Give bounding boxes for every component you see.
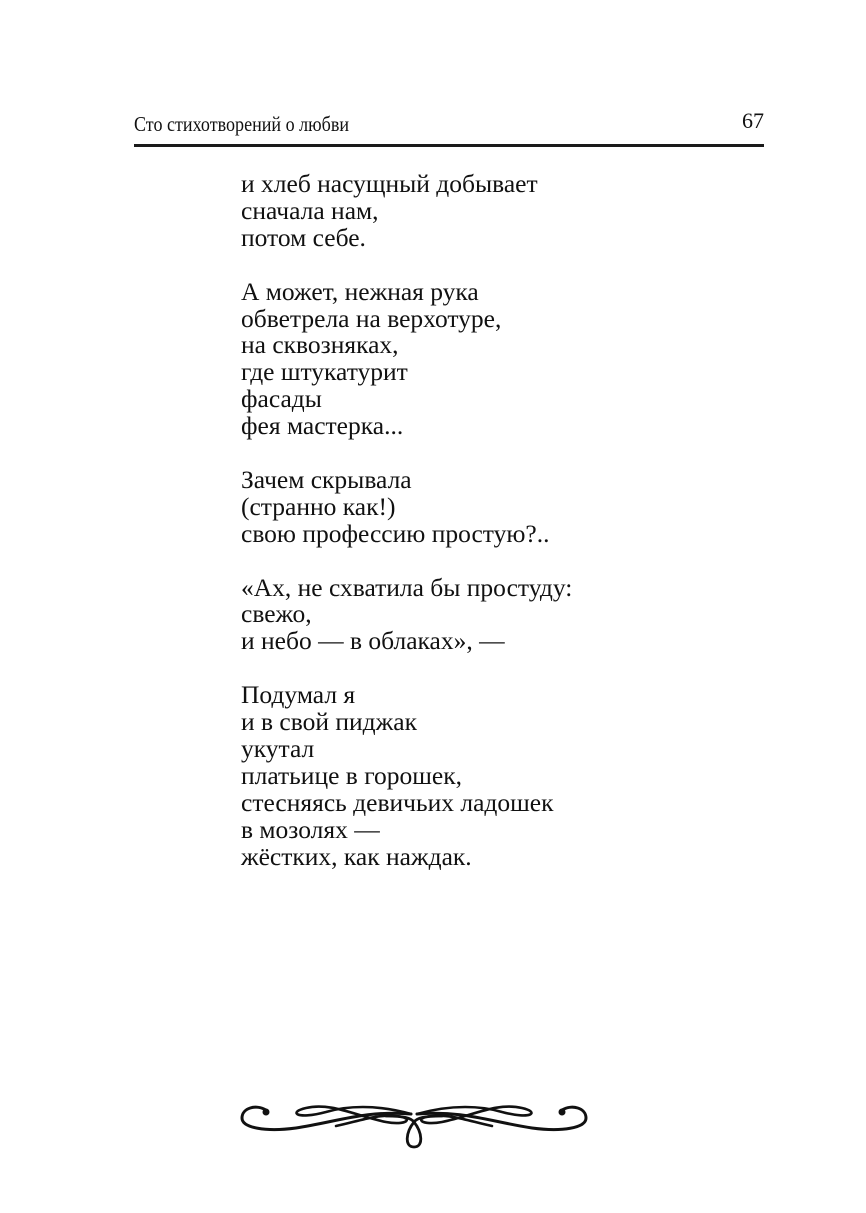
poem-line: А может, нежная рука [241, 276, 479, 306]
poem-line: «Ах, не схватила бы простуду: [241, 572, 573, 602]
stanza [241, 464, 572, 548]
stanza [241, 572, 573, 656]
poem-line: свежо, [241, 599, 312, 629]
poem-line: платьице в горошек, [241, 760, 462, 790]
poem-line: сначала нам, [241, 195, 379, 225]
page-header [134, 104, 764, 144]
stanza [241, 276, 572, 441]
poem-line: где штукатурит [241, 357, 408, 387]
running-title: Сто стихотворений о любви [134, 112, 350, 136]
flourish-divider-icon [236, 1092, 592, 1152]
stanza [241, 171, 572, 252]
poem-line: стесняясь девичьих ладошек [241, 787, 554, 817]
page-number: 67 [742, 108, 764, 133]
poem-line: на сквозняках, [241, 330, 399, 360]
poem-line: и небо — в облаках», — [241, 626, 505, 656]
poem-line: свою профессию простую?.. [241, 518, 550, 548]
poem-line: и в свой пиджак [241, 707, 417, 737]
poem-line: укутал [241, 733, 315, 763]
poem-line: фасады [241, 384, 322, 414]
poem-line: Подумал я [241, 680, 356, 710]
poem-line: Зачем скрывала [241, 464, 412, 494]
poem-line: и хлеб насущный добывает [241, 169, 538, 198]
poem-line: (странно как!) [241, 491, 396, 521]
poem-line: в мозолях — [241, 814, 380, 844]
poem-line: фея мастерка... [241, 411, 404, 441]
poem-line: потом себе. [241, 222, 366, 252]
poem-line: обветрела на верхотуре, [241, 303, 502, 333]
stanza [241, 682, 572, 870]
poem-line: жёстких, как наждак. [241, 841, 472, 871]
poem-body [241, 171, 572, 897]
header-rule [134, 144, 764, 147]
